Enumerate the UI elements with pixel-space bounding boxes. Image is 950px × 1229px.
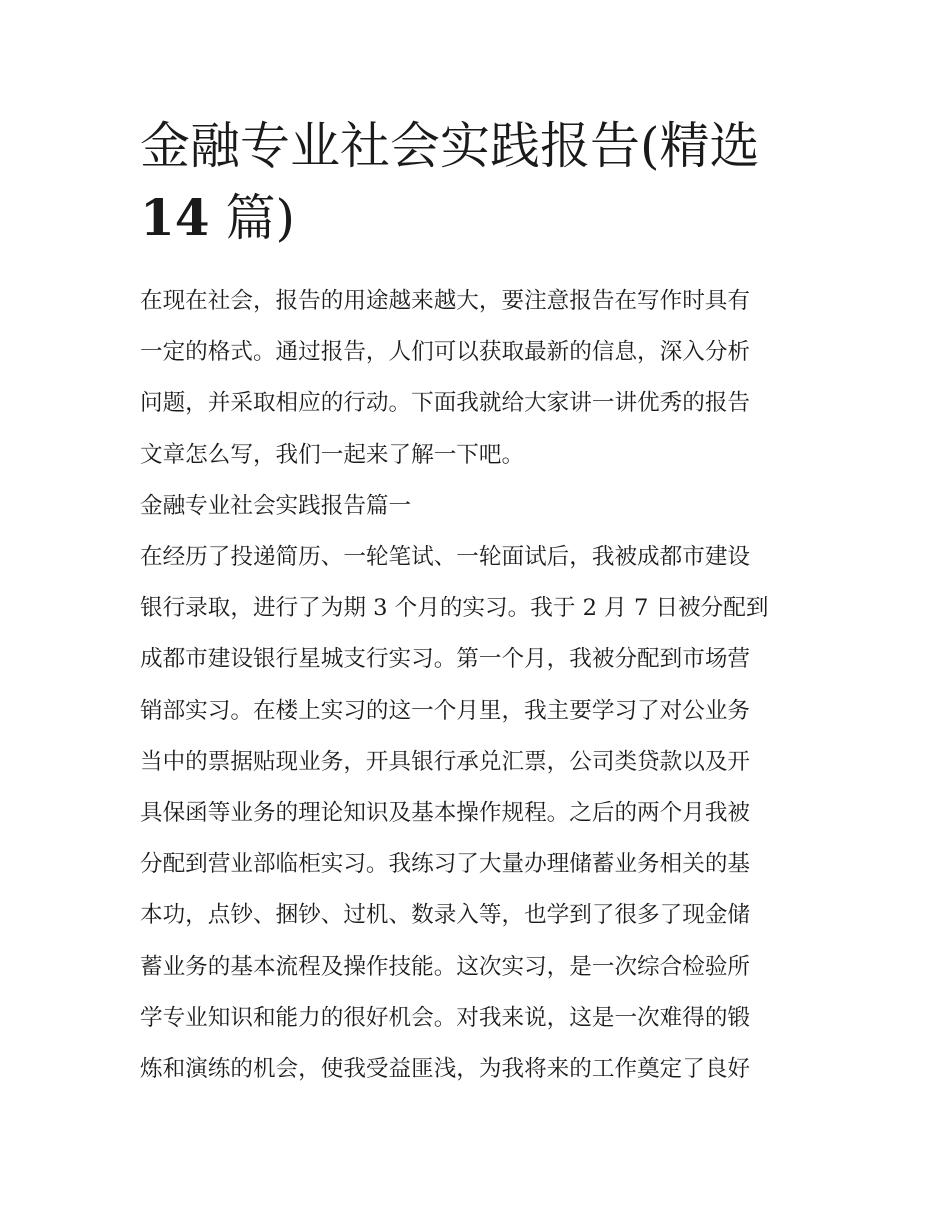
intro-line: 在现在社会，报告的用途越来越大，要注意报告在写作时具有 bbox=[140, 288, 751, 314]
paragraph-line: 本功，点钞、捆钞、过机、数录入等，也学到了很多了现金储 bbox=[140, 902, 751, 929]
paragraph-line: 学专业知识和能力的很好机会。对我来说，这是一次难得的锻 bbox=[140, 1004, 751, 1031]
document-content bbox=[140, 110, 812, 1095]
title-suffix: 篇) bbox=[209, 189, 295, 247]
title-number: 14 bbox=[140, 188, 210, 247]
section-heading-text: 金融专业社会实践报告篇一 bbox=[140, 492, 412, 519]
document-title bbox=[140, 110, 812, 254]
section-heading bbox=[140, 481, 812, 532]
intro-line: 一定的格式。通过报告，人们可以获取最新的信息，深入分析 bbox=[140, 339, 751, 366]
title-line-1: 金融专业社会实践报告(精选 bbox=[140, 117, 760, 175]
intro-line: 问题，并采取相应的行动。下面我就给大家讲一讲优秀的报告 bbox=[140, 390, 751, 417]
intro-paragraph bbox=[140, 276, 812, 481]
paragraph-line: 成都市建设银行星城支行实习。第一个月，我被分配到市场营 bbox=[140, 646, 751, 673]
paragraph-line: 在经历了投递简历、一轮笔试、一轮面试后，我被成都市建设 bbox=[140, 544, 751, 571]
paragraph-line: 蓄业务的基本流程及操作技能。这次实习，是一次综合检验所 bbox=[140, 953, 751, 980]
paragraph-line: 销部实习。在楼上实习的这一个月里，我主要学习了对公业务 bbox=[140, 697, 751, 724]
paragraph-line: 当中的票据贴现业务，开具银行承兑汇票，公司类贷款以及开 bbox=[140, 748, 751, 775]
paragraph-line: 具保函等业务的理论知识及基本操作规程。之后的两个月我被 bbox=[140, 800, 751, 827]
paragraph-line: 炼和演练的机会，使我受益匪浅，为我将来的工作奠定了良好 bbox=[140, 1056, 751, 1083]
title-line-2 bbox=[140, 182, 812, 254]
paragraph-line: 银行录取，进行了为期 3 个月的实习。我于 2 月 7 日被分配到 bbox=[140, 595, 769, 622]
section-paragraph bbox=[140, 532, 812, 1095]
intro-line: 文章怎么写，我们一起来了解一下吧。 bbox=[140, 441, 525, 468]
paragraph-line: 分配到营业部临柜实习。我练习了大量办理储蓄业务相关的基 bbox=[140, 851, 751, 878]
